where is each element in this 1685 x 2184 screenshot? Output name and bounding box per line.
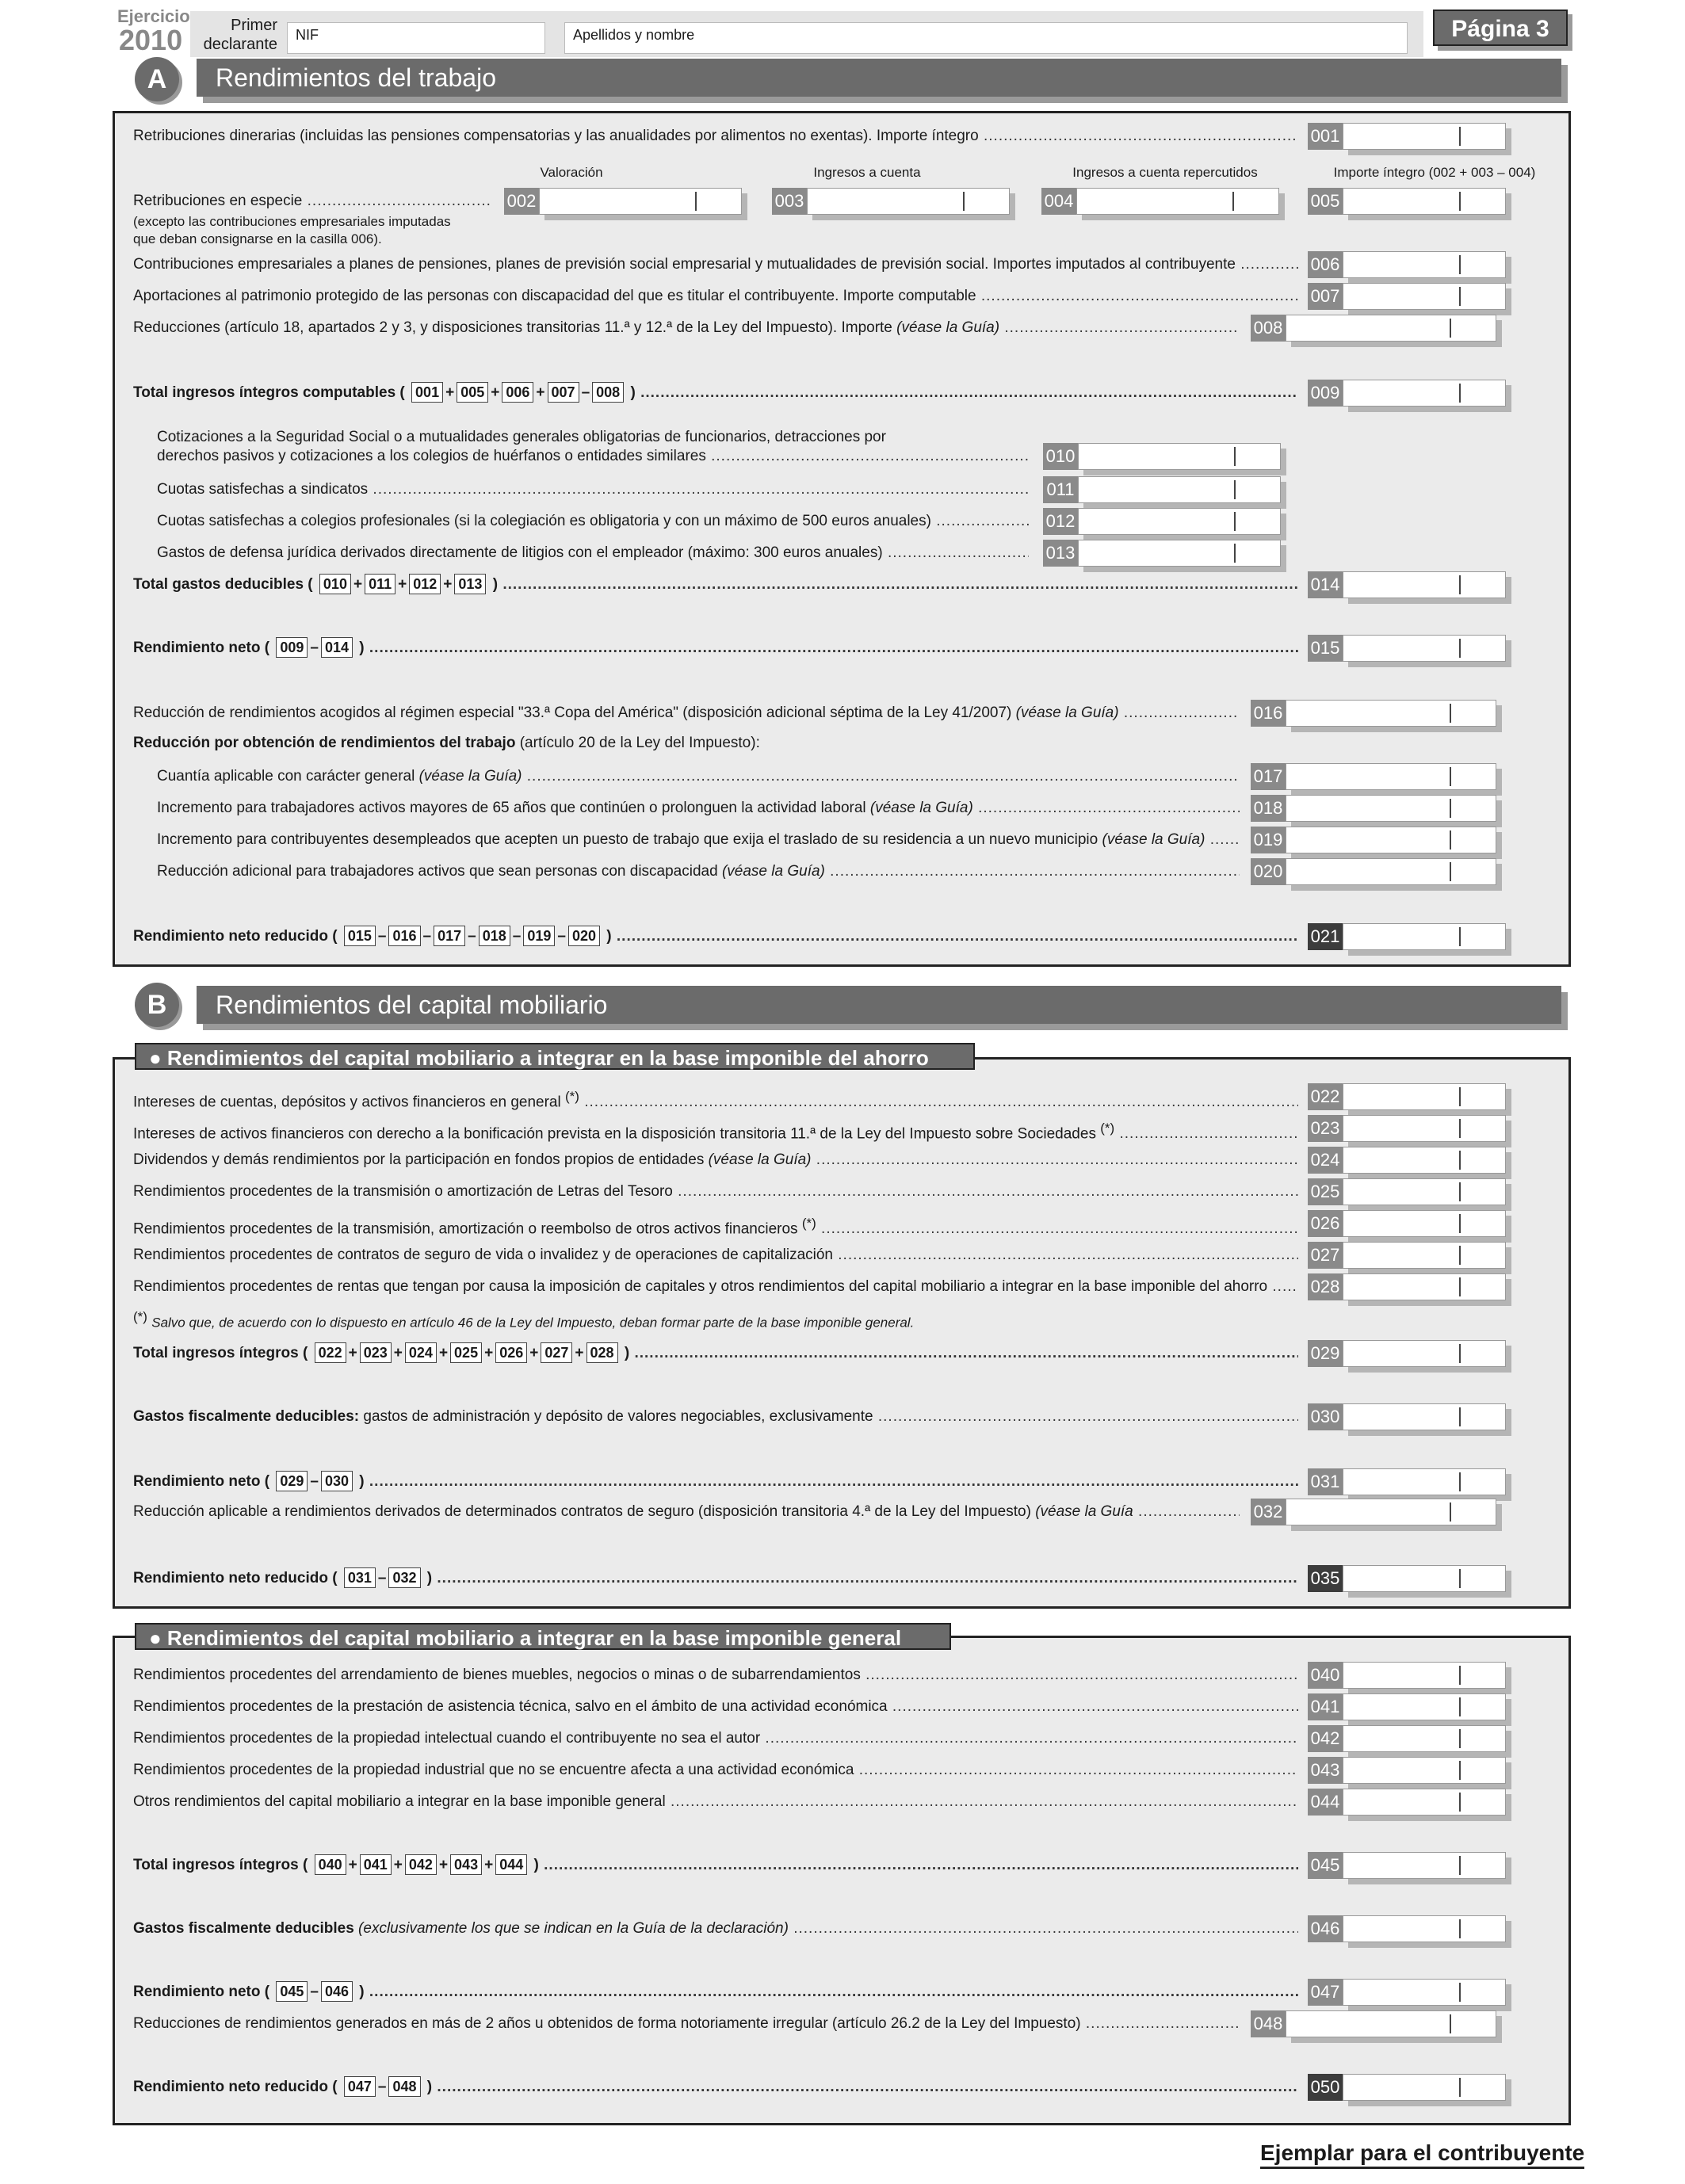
box-code-011: 011 (1043, 476, 1078, 503)
decimal-separator (1234, 544, 1236, 563)
row-046-tail: (exclusivamente los que se indican en la Guía de la declaración) (358, 1920, 789, 1937)
row-014-text: Total gastos deducibles (133, 576, 304, 593)
box-code-040: 040 (1308, 1662, 1343, 1689)
input-010[interactable] (1078, 443, 1281, 470)
decimal-separator (1459, 192, 1461, 211)
box-code-035: 035 (1308, 1565, 1343, 1592)
input-028[interactable] (1343, 1273, 1506, 1300)
input-018[interactable] (1286, 795, 1496, 822)
decimal-separator (1459, 1697, 1461, 1716)
decimal-separator (1459, 1087, 1461, 1106)
row-009: Total ingresos íntegros computables ( 001 + 005 + 006 + 007 – 008 ) ..... (133, 379, 1298, 407)
row-017-text: Cuantía aplicable con carácter general (157, 768, 415, 785)
box-code-042: 042 (1308, 1725, 1343, 1752)
row-015-text: Rendimiento neto (133, 640, 261, 656)
decimal-separator (1459, 575, 1461, 594)
row-027: Rendimientos procedentes de contratos de seguro de vida o invalidez y de operaciones de capitalización ..... (133, 1241, 1298, 1270)
input-035[interactable] (1343, 1565, 1506, 1592)
decimal-separator (1459, 1793, 1461, 1812)
box-code-007: 007 (1308, 283, 1343, 310)
row-026-ast: (*) (801, 1216, 816, 1231)
row-022-text: Intereses de cuentas, depósitos y activos financieros en general (133, 1094, 561, 1111)
input-029[interactable] (1343, 1340, 1506, 1367)
row-009-text: Total ingresos íntegros computables (133, 384, 396, 401)
decimal-separator (1459, 255, 1461, 274)
box-code-002: 002 (504, 188, 539, 215)
note-ast: (*) (133, 1309, 147, 1324)
box-code-025: 025 (1308, 1178, 1343, 1205)
page-number-text: Página 3 (1451, 16, 1549, 42)
row-046-text: Gastos fiscalmente deducibles (133, 1920, 354, 1937)
row-047-text: Rendimiento neto (133, 1984, 261, 2000)
decimal-separator (1459, 1214, 1461, 1233)
input-021[interactable] (1343, 923, 1506, 950)
row-note (133, 1303, 1298, 1331)
input-023[interactable] (1343, 1115, 1506, 1142)
row-015: Rendimiento neto ( 009 – 014 ) ..... (133, 634, 1298, 662)
row-019-guia: (véase la Guía) (1102, 831, 1205, 848)
row-017 (157, 762, 1240, 791)
row-026 (133, 1209, 1298, 1238)
box-code-044: 044 (1308, 1789, 1343, 1816)
decimal-separator (1459, 1856, 1461, 1875)
row-045-text: Total ingresos íntegros (133, 1857, 299, 1873)
decimal-separator (1459, 1569, 1461, 1588)
nombre-label: Apellidos y nombre (573, 27, 695, 43)
row-041: Rendimientos procedentes de la prestación de asistencia técnica, salvo en el ámbito de una actividad económica ..... (133, 1693, 1298, 1721)
section-a-badge: A (135, 57, 179, 101)
box-code-005: 005 (1308, 188, 1343, 215)
input-025[interactable] (1343, 1178, 1506, 1205)
section-b2-title: ● Rendimientos del capital mobiliario a integrar en la base imponible general (135, 1623, 951, 1650)
row-024 (133, 1146, 1298, 1174)
row-028: Rendimientos procedentes de rentas que tengan por causa la imposición de capitales y otros rendimientos del capital mobiliario a integrar en la base imponible del ahorro ..... (133, 1273, 1298, 1301)
row-023 (133, 1114, 1298, 1143)
nombre-field[interactable] (564, 22, 1408, 54)
box-code-019: 019 (1251, 827, 1286, 853)
row-020-text: Reducción adicional para trabajadores activos que sean personas con discapacidad (157, 863, 718, 880)
nif-field[interactable] (287, 22, 545, 54)
row-048: Reducciones de rendimientos generados en más de 2 años u obtenidos de forma notoriamente irregular (artículo 26.2 de la Ley del Impuesto) ..... (133, 2010, 1240, 2038)
input-012[interactable] (1078, 508, 1281, 535)
box-code-003: 003 (772, 188, 807, 215)
box-code-041: 041 (1308, 1693, 1343, 1720)
decimal-separator (1459, 1472, 1461, 1491)
row-030-tail: gastos de administración y depósito de valores negociables, exclusivamente (363, 1408, 873, 1425)
section-b-title: Rendimientos del capital mobiliario (197, 986, 1561, 1024)
row-024-guia: (véase la Guía) (708, 1151, 812, 1168)
box-code-032: 032 (1251, 1499, 1286, 1525)
row-026-text: Rendimientos procedentes de la transmisión, amortización o reembolso de otros activos financieros (133, 1220, 798, 1238)
row-red-title (133, 729, 1240, 758)
row-006: Contribuciones empresariales a planes de pensiones, planes de previsión social empresarial y mutualidades de previsión social. Importes imputados al contribuyente ..... (133, 250, 1298, 279)
decimal-separator (1459, 1407, 1461, 1426)
input-042[interactable] (1343, 1725, 1506, 1752)
decimal-separator (1459, 639, 1461, 658)
input-032[interactable] (1286, 1499, 1496, 1525)
row-029-text: Total ingresos íntegros (133, 1345, 299, 1361)
box-code-029: 029 (1308, 1340, 1343, 1367)
box-code-004: 004 (1041, 188, 1076, 215)
nif-label: NIF (296, 27, 319, 43)
box-code-026: 026 (1308, 1210, 1343, 1237)
decimal-separator (1459, 1729, 1461, 1748)
input-002[interactable] (539, 188, 742, 215)
row-035-text: Rendimiento neto reducido (133, 1570, 328, 1586)
red-title: Reducción por obtención de rendimientos del trabajo (133, 735, 516, 751)
row-024-text: Dividendos y demás rendimientos por la participación en fondos propios de entidades (133, 1151, 705, 1168)
row-010a: Cotizaciones a la Seguridad Social o a mutualidades generales obligatorias de funcionarios, detracciones por (157, 429, 886, 445)
row-031: Rendimiento neto ( 029 – 030 ) ..... (133, 1468, 1298, 1496)
input-006[interactable] (1343, 251, 1506, 278)
input-016[interactable] (1286, 700, 1496, 727)
input-027[interactable] (1343, 1242, 1506, 1269)
row-043: Rendimientos procedentes de la propiedad industrial que no se encuentre afecta a una actividad económica ..... (133, 1756, 1298, 1785)
especie-note-1: (excepto las contribuciones empresariales imputadas (133, 214, 451, 229)
decimal-separator (1450, 767, 1451, 786)
row-008-guia: (véase la Guía) (896, 319, 1000, 336)
col-ingresos: Ingresos a cuenta (813, 165, 921, 180)
row-035: Rendimiento neto reducido ( 031 – 032 ) ..... (133, 1564, 1298, 1593)
box-code-012: 012 (1043, 508, 1078, 535)
input-041[interactable] (1343, 1693, 1506, 1720)
decimal-separator (1450, 862, 1451, 881)
input-044[interactable] (1343, 1789, 1506, 1816)
decimal-separator (1459, 1761, 1461, 1780)
row-021-text: Rendimiento neto reducido (133, 928, 328, 945)
decimal-separator (1459, 1182, 1461, 1201)
ejercicio-year: 2010 (119, 24, 183, 56)
box-code-017: 017 (1251, 763, 1286, 790)
decimal-separator (1450, 1502, 1451, 1522)
row-013: Gastos de defensa jurídica derivados directamente de litigios con el empleador (máximo: 300 euros anuales) ..... (157, 539, 1029, 567)
decimal-separator (1450, 799, 1451, 818)
decimal-separator (1459, 1666, 1461, 1685)
input-022[interactable] (1343, 1083, 1506, 1110)
input-013[interactable] (1078, 540, 1281, 567)
row-030 (133, 1403, 1298, 1431)
decimal-separator (963, 192, 965, 211)
note-text: Salvo que, de acuerdo con lo dispuesto en artículo 46 de la Ley del Impuesto, deban formar parte de la base imponible general. (151, 1315, 915, 1331)
especie-note-2: que deban consignarse en la casilla 006). (133, 231, 382, 246)
box-code-023: 023 (1308, 1115, 1343, 1142)
input-003[interactable] (807, 188, 1010, 215)
decimal-separator (1459, 384, 1461, 403)
row-047: Rendimiento neto ( 045 – 046 ) ..... (133, 1978, 1298, 2006)
decimal-separator (1459, 287, 1461, 306)
row-008-text: Reducciones (artículo 18, apartados 2 y 3, y disposiciones transitorias 11.ª y 12.ª de la Ley del Impuesto). Importe (133, 319, 892, 336)
box-code-021: 021 (1308, 923, 1343, 950)
box-code-010: 010 (1043, 443, 1078, 470)
box-code-024: 024 (1308, 1147, 1343, 1174)
box-code-009: 009 (1308, 380, 1343, 407)
box-code-047: 047 (1308, 1979, 1343, 2006)
box-code-020: 020 (1251, 858, 1286, 885)
row-050: Rendimiento neto reducido ( 047 – 048 ) ..... (133, 2073, 1298, 2102)
row-019-text: Incremento para contribuyentes desempleados que acepten un puesto de trabajo que exija el traslado de su residencia a un nuevo municipio (157, 831, 1098, 848)
declarante-label: Primer declarante (203, 17, 277, 53)
col-repercutidos: Ingresos a cuenta repercutidos (1072, 165, 1258, 180)
box-code-015: 015 (1308, 635, 1343, 662)
box-code-043: 043 (1308, 1757, 1343, 1784)
box-code-031: 031 (1308, 1468, 1343, 1495)
row-016-guia: (véase la Guía) (1015, 704, 1119, 721)
row-001: Retribuciones dinerarias (incluidas las pensiones compensatorias y las anualidades por alimentos no exentas). Importe íntegro ..... (133, 122, 1298, 151)
input-007[interactable] (1343, 283, 1506, 310)
box-code-006: 006 (1308, 251, 1343, 278)
decimal-separator (1459, 1151, 1461, 1170)
input-043[interactable] (1343, 1757, 1506, 1784)
decimal-separator (1234, 447, 1236, 466)
red-tail: (artículo 20 de la Ley del Impuesto): (519, 735, 760, 751)
row-032-text: Reducción aplicable a rendimientos derivados de determinados contratos de seguro (disposición transitoria 4.ª de la Ley del Impuesto) (133, 1503, 1031, 1520)
section-a-title: Rendimientos del trabajo (197, 59, 1561, 97)
decimal-separator (1234, 512, 1236, 531)
input-014[interactable] (1343, 571, 1506, 598)
input-045[interactable] (1343, 1852, 1506, 1879)
input-040[interactable] (1343, 1662, 1506, 1689)
footer-label: Ejemplar para el contribuyente (1260, 2140, 1584, 2169)
row-050-text: Rendimiento neto reducido (133, 2079, 328, 2095)
box-code-018: 018 (1251, 795, 1286, 822)
decimal-separator (1459, 1344, 1461, 1363)
box-code-001: 001 (1308, 123, 1343, 150)
row-030-text: Gastos fiscalmente deducibles: (133, 1408, 360, 1425)
row-especie: Retribuciones en especie ..... (133, 187, 490, 216)
input-008[interactable] (1286, 315, 1496, 342)
input-046[interactable] (1343, 1915, 1506, 1942)
section-b1-title: ● Rendimientos del capital mobiliario a integrar en la base imponible del ahorro (135, 1043, 975, 1070)
section-b-badge: B (135, 983, 179, 1027)
row-019 (157, 826, 1240, 854)
input-004[interactable] (1076, 188, 1279, 215)
decimal-separator (1450, 704, 1451, 723)
row-032 (133, 1498, 1240, 1526)
input-009[interactable] (1343, 380, 1506, 407)
row-020-guia: (véase la Guía) (721, 863, 825, 880)
input-026[interactable] (1343, 1210, 1506, 1237)
row-022-ast: (*) (565, 1089, 579, 1104)
row-018-guia: (véase la Guía) (869, 800, 973, 816)
input-011[interactable] (1078, 476, 1281, 503)
decimal-separator (1450, 319, 1451, 338)
decimal-separator (1459, 1119, 1461, 1138)
row-031-text: Rendimiento neto (133, 1473, 261, 1490)
decimal-separator (695, 192, 697, 211)
row-044: Otros rendimientos del capital mobiliario a integrar en la base imponible general ..... (133, 1788, 1298, 1816)
box-code-008: 008 (1251, 315, 1286, 342)
input-005[interactable] (1343, 188, 1506, 215)
box-code-022: 022 (1308, 1083, 1343, 1110)
row-014: Total gastos deducibles ( 010 + 011 + 012 + 013 ) ..... (133, 571, 1298, 599)
box-code-013: 013 (1043, 540, 1078, 567)
row-018 (157, 794, 1240, 823)
decimal-separator (1450, 830, 1451, 850)
row-023-ast: (*) (1100, 1121, 1115, 1136)
page-number (1433, 10, 1568, 46)
row-016-text: Reducción de rendimientos acogidos al régimen especial "33.ª Copa del América" (disposición adicional séptima de la Ley 41/2007) (133, 704, 1012, 721)
row-032-guia: (véase la Guía (1035, 1503, 1133, 1520)
row-018-text: Incremento para trabajadores activos mayores de 65 años que continúen o prolonguen la actividad laboral (157, 800, 866, 816)
input-024[interactable] (1343, 1147, 1506, 1174)
box-code-028: 028 (1308, 1273, 1343, 1300)
row-012: Cuotas satisfechas a colegios profesionales (si la colegiación es obligatoria y con un máximo de 500 euros anuales) ..... (157, 507, 1029, 536)
decimal-separator (1459, 127, 1461, 146)
row-020 (157, 857, 1240, 886)
row-007: Aportaciones al patrimonio protegido de las personas con discapacidad del que es titular el contribuyente. Importe computable ..... (133, 282, 1298, 311)
row-025: Rendimientos procedentes de la transmisión o amortización de Letras del Tesoro ..... (133, 1178, 1298, 1206)
row-008 (133, 314, 1240, 342)
row-029: Total ingresos íntegros ( 022 + 023 + 024 + 025 + 026 + 027 + 028 ) ..... (133, 1339, 1298, 1368)
box-code-048: 048 (1251, 2010, 1286, 2037)
input-015[interactable] (1343, 635, 1506, 662)
row-021: Rendimiento neto reducido ( 015 – 016 – 017 – 018 – 019 – 020 ) ..... (133, 922, 1298, 951)
decimal-separator (1459, 1246, 1461, 1265)
row-046 (133, 1915, 1298, 1943)
row-045: Total ingresos íntegros ( 040 + 041 + 042 + 043 + 044 ) ..... (133, 1851, 1298, 1880)
input-031[interactable] (1343, 1468, 1506, 1495)
decimal-separator (1459, 1983, 1461, 2002)
input-001[interactable] (1343, 123, 1506, 150)
box-code-016: 016 (1251, 700, 1286, 727)
col-valoracion: Valoración (540, 165, 603, 180)
box-code-045: 045 (1308, 1852, 1343, 1879)
decimal-separator (1459, 1277, 1461, 1296)
box-code-030: 030 (1308, 1403, 1343, 1430)
row-010: derechos pasivos y cotizaciones a los colegios de huérfanos o entidades similares ..... (157, 442, 1029, 471)
input-017[interactable] (1286, 763, 1496, 790)
row-011: Cuotas satisfechas a sindicatos ..... (157, 475, 1029, 504)
input-050[interactable] (1343, 2074, 1506, 2101)
row-042: Rendimientos procedentes de la propiedad intelectual cuando el contribuyente no sea el autor ..... (133, 1724, 1298, 1753)
decimal-separator (1459, 2078, 1461, 2097)
box-code-050: 050 (1308, 2074, 1343, 2101)
box-code-014: 014 (1308, 571, 1343, 598)
col-integro: Importe íntegro (002 + 003 – 004) (1333, 165, 1536, 180)
decimal-separator (1232, 192, 1234, 211)
input-048[interactable] (1286, 2010, 1496, 2037)
decimal-separator (1459, 1919, 1461, 1938)
row-040: Rendimientos procedentes del arrendamiento de bienes muebles, negocios o minas o de subarrendamientos ..... (133, 1661, 1298, 1690)
input-019[interactable] (1286, 827, 1496, 853)
box-code-046: 046 (1308, 1915, 1343, 1942)
decimal-separator (1450, 2014, 1451, 2033)
ejercicio-label: Ejercicio (117, 6, 190, 26)
row-017-guia: (véase la Guía) (418, 768, 522, 785)
row-022 (133, 1082, 1298, 1111)
input-020[interactable] (1286, 858, 1496, 885)
decimal-separator (1234, 480, 1236, 499)
box-code-027: 027 (1308, 1242, 1343, 1269)
input-047[interactable] (1343, 1979, 1506, 2006)
input-030[interactable] (1343, 1403, 1506, 1430)
row-016 (133, 699, 1240, 727)
row-023-text: Intereses de activos financieros con derecho a la bonificación prevista en la disposición transitoria 11.ª de la Ley del Impuesto sobre Sociedades (133, 1125, 1096, 1143)
decimal-separator (1459, 927, 1461, 946)
